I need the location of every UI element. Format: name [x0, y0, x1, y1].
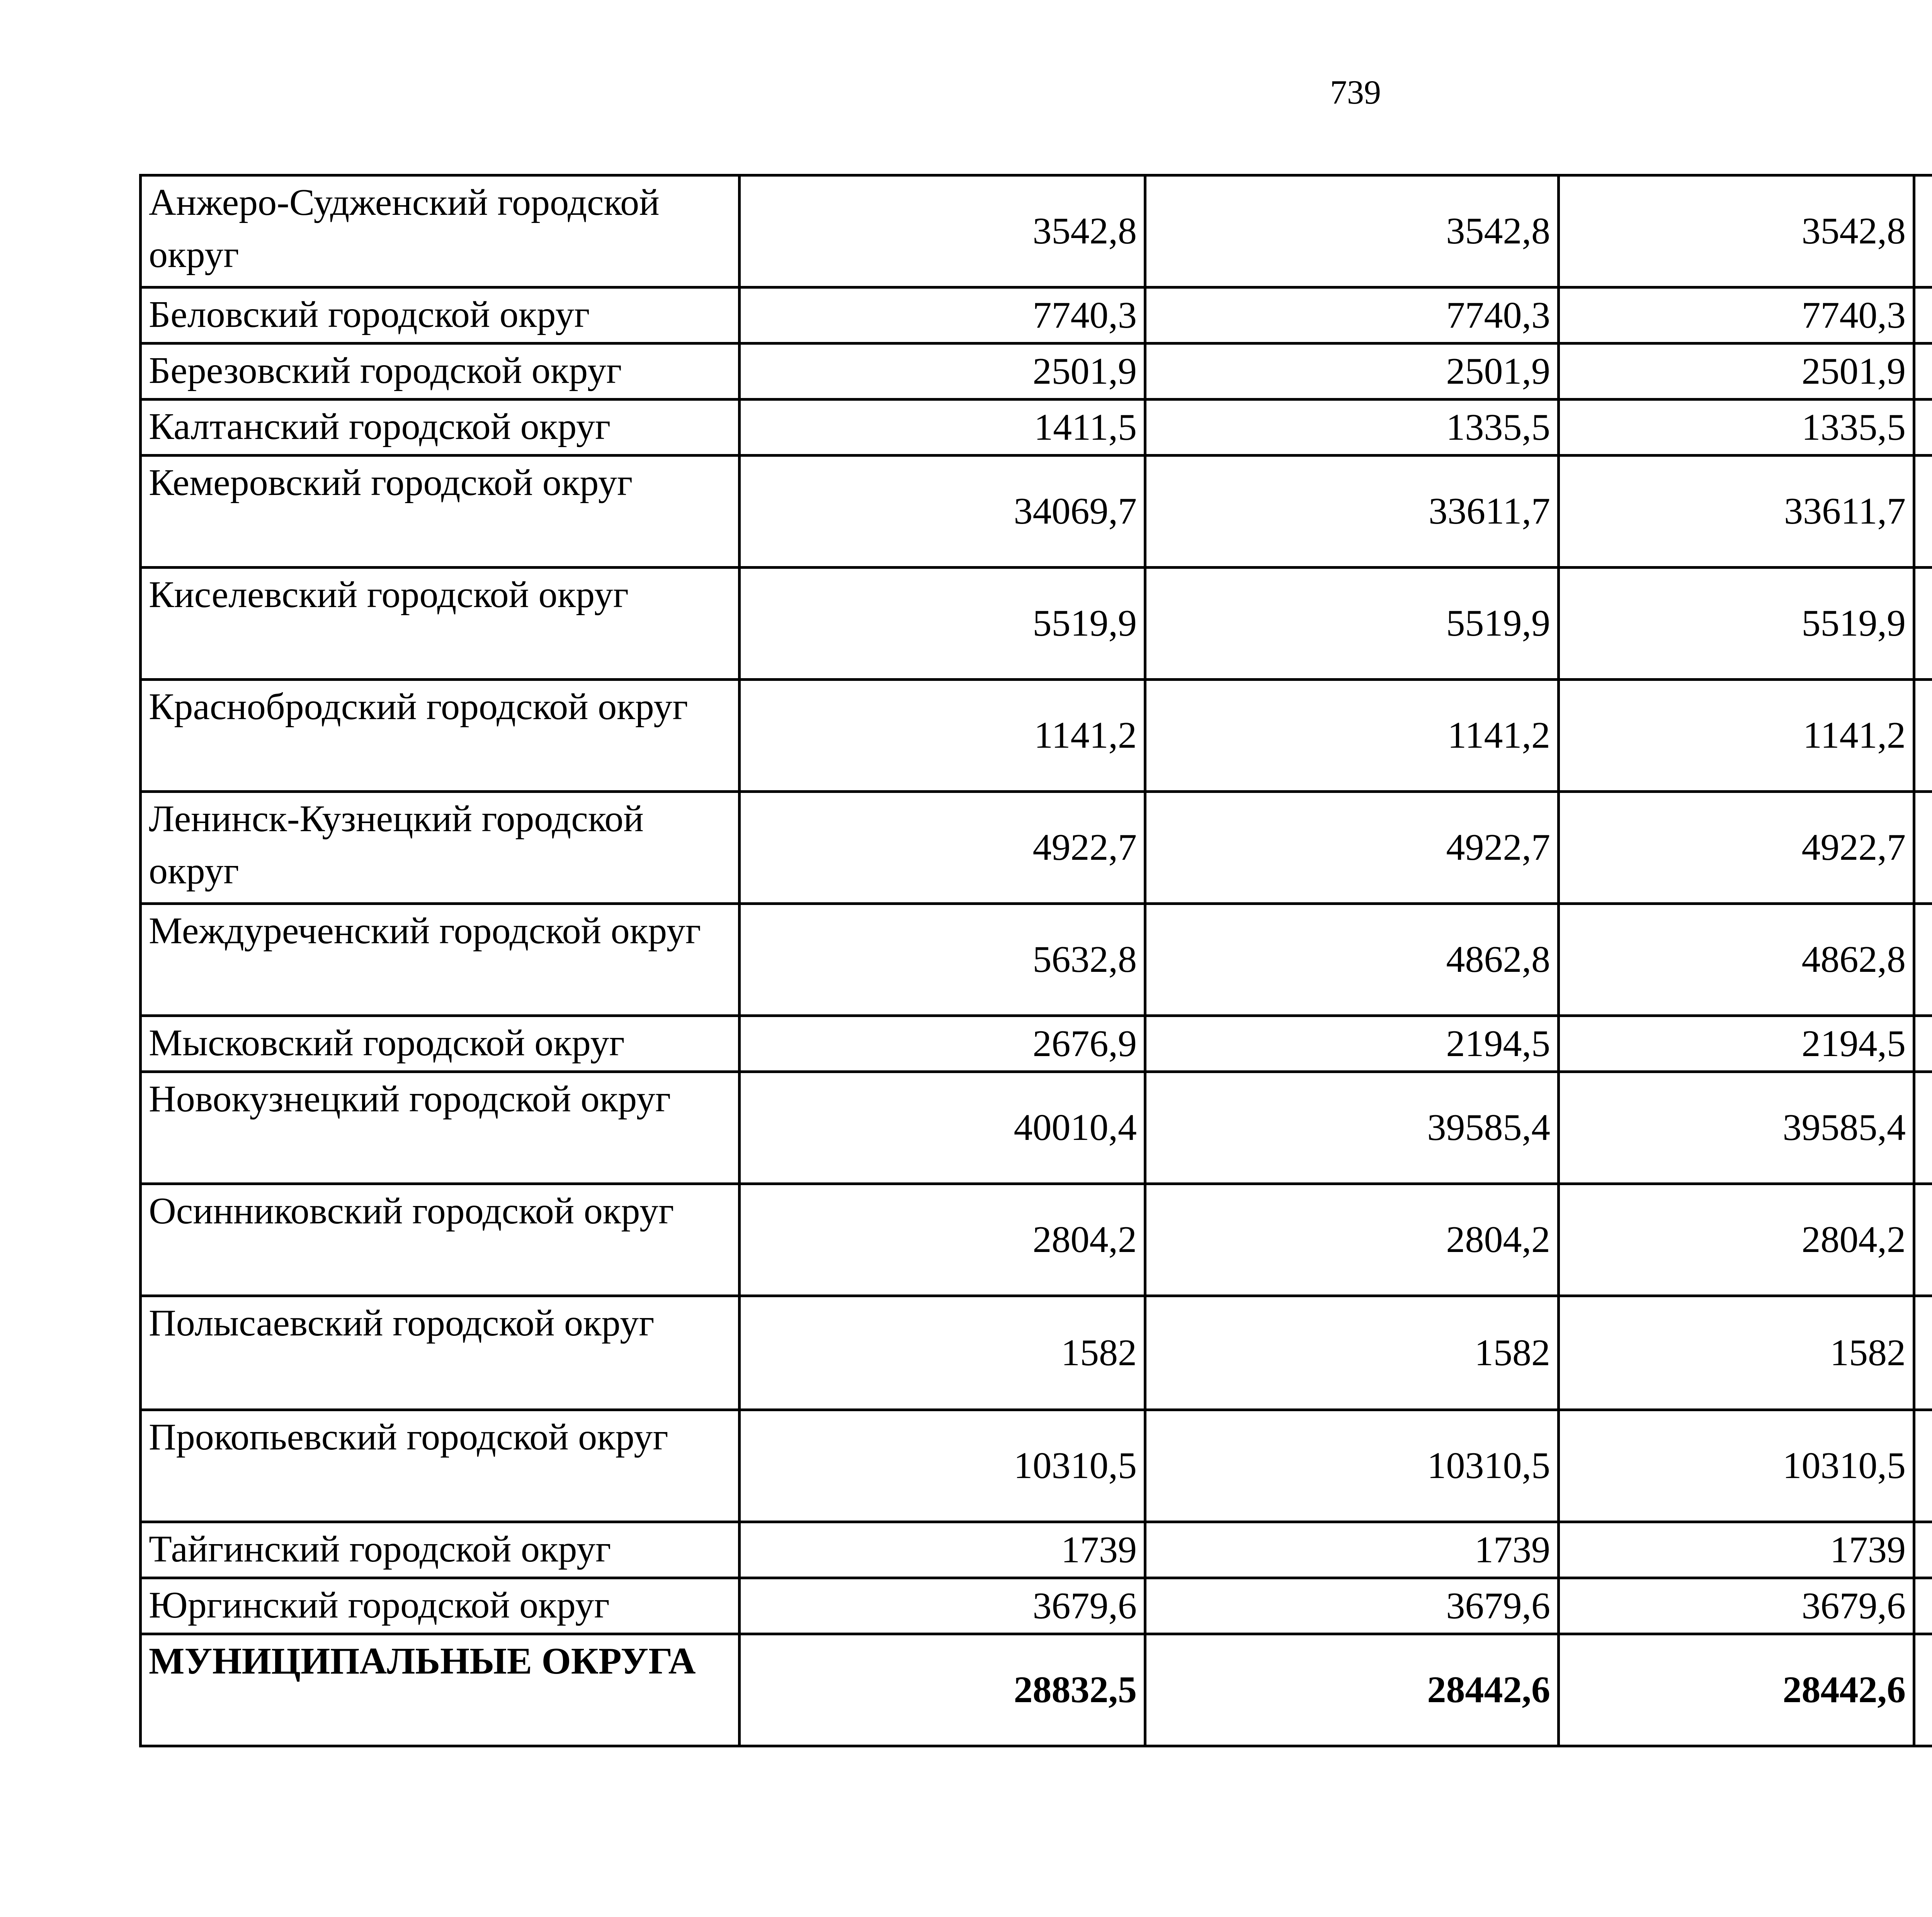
table-cell: 1582: [740, 1296, 1145, 1410]
table-row: [141, 1296, 1932, 1410]
table-cell: 5519,9: [1145, 568, 1559, 680]
table-cell: 10310,5: [740, 1410, 1145, 1522]
table-cell: 5519,9: [1559, 568, 1914, 680]
table-row: [141, 287, 1932, 344]
table-cell: 4922,7: [1145, 792, 1559, 904]
row-name: Юргинский городской округ: [141, 1578, 740, 1634]
table-cell: 4862,8: [1145, 904, 1559, 1016]
row-name: Березовский городской округ: [141, 344, 740, 400]
table-cell: 2804,2: [1145, 1184, 1559, 1296]
table-cell: 1582: [1145, 1296, 1559, 1410]
table-cell: 2194,5: [1145, 1016, 1559, 1072]
table-cell: 3542,8: [1559, 175, 1914, 287]
row-name: Ленинск-Кузнецкий городской округ: [141, 792, 740, 904]
table-cell: 7740,3: [740, 287, 1145, 344]
table-row: [141, 456, 1932, 568]
row-name: Калтанский городской округ: [141, 400, 740, 456]
table-cell: [1914, 1072, 1932, 1184]
table-row: [141, 1016, 1932, 1072]
table-cell: [1914, 400, 1932, 456]
table-cell: 7740,3: [1559, 287, 1914, 344]
total-cell: [1914, 1634, 1932, 1746]
table-cell: 2501,9: [1145, 344, 1559, 400]
table-cell: [1914, 1184, 1932, 1296]
table-cell: 3679,6: [1145, 1578, 1559, 1634]
table-cell: 40010,4: [740, 1072, 1145, 1184]
table-cell: [1914, 1522, 1932, 1578]
table-cell: 1411,5: [740, 400, 1145, 456]
table-cell: 1582: [1559, 1296, 1914, 1410]
table-cell: 1739: [1559, 1522, 1914, 1578]
table-row: [141, 1522, 1932, 1578]
total-row: [141, 1634, 1932, 1746]
table-cell: 4862,8: [1559, 904, 1914, 1016]
table-cell: 1141,2: [1559, 680, 1914, 792]
table-row: [141, 400, 1932, 456]
table-cell: 1739: [1145, 1522, 1559, 1578]
row-name: Прокопьевский городской округ: [141, 1410, 740, 1522]
table-row: [141, 1410, 1932, 1522]
table-cell: 7740,3: [1145, 287, 1559, 344]
table-cell: [1914, 904, 1932, 1016]
table-cell: 3679,6: [1559, 1578, 1914, 1634]
table-cell: [1914, 456, 1932, 568]
row-name: Кемеровский городской округ: [141, 456, 740, 568]
table-cell: [1914, 792, 1932, 904]
table-cell: 2194,5: [1559, 1016, 1914, 1072]
row-name: Полысаевский городской округ: [141, 1296, 740, 1410]
table-row: [141, 344, 1932, 400]
row-name: Новокузнецкий городской округ: [141, 1072, 740, 1184]
row-name: Беловский городской округ: [141, 287, 740, 344]
table-cell: [1914, 344, 1932, 400]
row-name: Краснобродский городской округ: [141, 680, 740, 792]
table-row: [141, 792, 1932, 904]
table-cell: [1914, 1016, 1932, 1072]
table-cell: [1914, 680, 1932, 792]
table-row: [141, 568, 1932, 680]
total-label: МУНИЦИПАЛЬНЫЕ ОКРУГА: [141, 1634, 740, 1746]
total-cell: 28832,5: [740, 1634, 1145, 1746]
row-name: Осинниковский городской округ: [141, 1184, 740, 1296]
table-cell: 4922,7: [740, 792, 1145, 904]
table-cell: 34069,7: [740, 456, 1145, 568]
total-cell: 28442,6: [1559, 1634, 1914, 1746]
table-cell: 2804,2: [1559, 1184, 1914, 1296]
table-cell: 33611,7: [1559, 456, 1914, 568]
table-cell: [1914, 568, 1932, 680]
table-cell: 1739: [740, 1522, 1145, 1578]
row-name: Мысковский городской округ: [141, 1016, 740, 1072]
table-row: [141, 1578, 1932, 1634]
table-cell: 39585,4: [1145, 1072, 1559, 1184]
table-cell: 2804,2: [740, 1184, 1145, 1296]
total-cell: 28442,6: [1145, 1634, 1559, 1746]
row-name: Киселевский городской округ: [141, 568, 740, 680]
table-cell: 3542,8: [740, 175, 1145, 287]
table-row: [141, 1072, 1932, 1184]
table-cell: 2501,9: [1559, 344, 1914, 400]
table-cell: 10310,5: [1145, 1410, 1559, 1522]
table-cell: 1335,5: [1145, 400, 1559, 456]
page-number: 739: [1330, 74, 1381, 111]
row-name: Междуреченский городской округ: [141, 904, 740, 1016]
table-row: [141, 1184, 1932, 1296]
table-cell: 1141,2: [1145, 680, 1559, 792]
table-cell: 5632,8: [740, 904, 1145, 1016]
table-cell: [1914, 1578, 1932, 1634]
table-cell: 5519,9: [740, 568, 1145, 680]
table-row: [141, 680, 1932, 792]
table-cell: 1141,2: [740, 680, 1145, 792]
row-name: Анжеро-Судженский городской округ: [141, 175, 740, 287]
table-cell: [1914, 175, 1932, 287]
table-cell: 3679,6: [740, 1578, 1145, 1634]
row-name: Тайгинский городской округ: [141, 1522, 740, 1578]
table-cell: 2676,9: [740, 1016, 1145, 1072]
table-cell: 33611,7: [1145, 456, 1559, 568]
table-cell: 4922,7: [1559, 792, 1914, 904]
data-table: [139, 174, 1932, 1747]
table-cell: 39585,4: [1559, 1072, 1914, 1184]
table-row: [141, 175, 1932, 287]
table-cell: 2501,9: [740, 344, 1145, 400]
table-cell: 1335,5: [1559, 400, 1914, 456]
table-cell: 3542,8: [1145, 175, 1559, 287]
table-cell: [1914, 287, 1932, 344]
table-cell: 10310,5: [1559, 1410, 1914, 1522]
table-row: [141, 904, 1932, 1016]
table-cell: [1914, 1410, 1932, 1522]
table-cell: [1914, 1296, 1932, 1410]
